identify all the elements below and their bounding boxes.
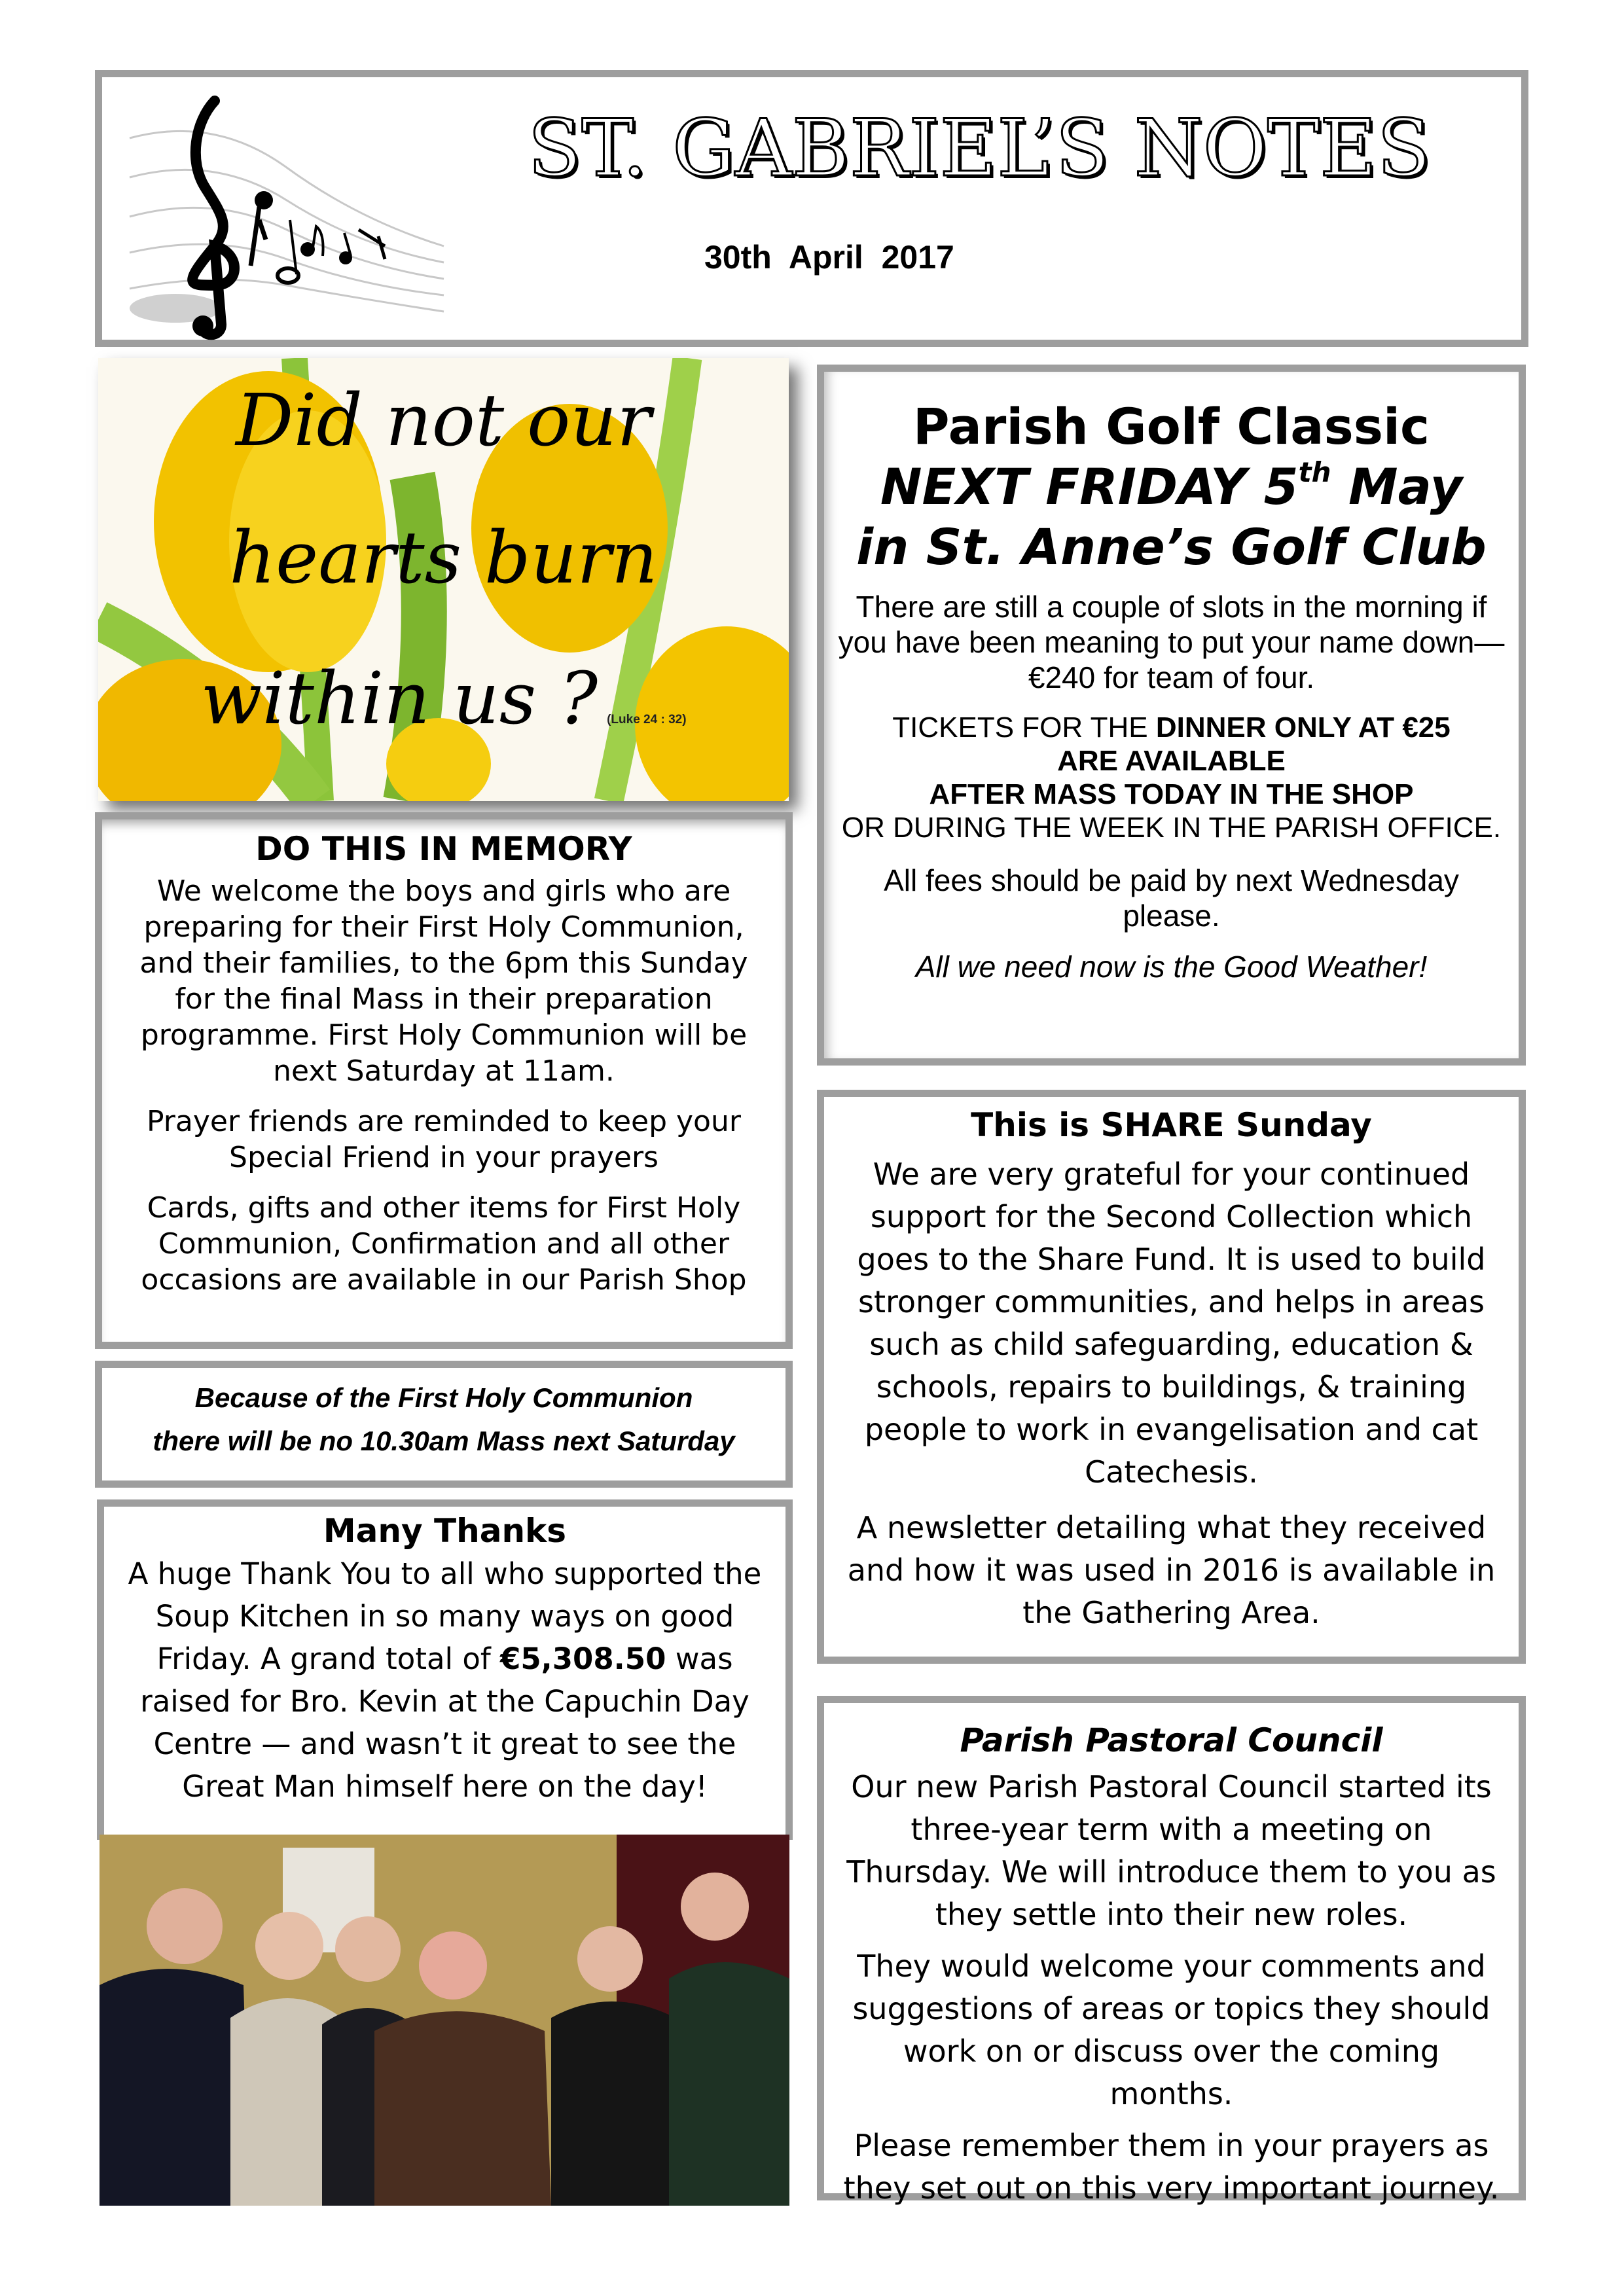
tickets-line-4: OR DURING THE WEEK IN THE PARISH OFFICE.	[841, 812, 1502, 844]
golf-slots-text: There are still a couple of slots in the morning if you have been meaning to put your name down—€240 for team of four.	[838, 590, 1505, 694]
treble-clef-icon	[117, 89, 457, 344]
group-photo	[99, 1835, 789, 2206]
tickets-price: DINNER ONLY AT €25	[1155, 711, 1451, 744]
scripture-reference: (Luke 24 : 32)	[607, 713, 687, 726]
many-thanks-section	[97, 1499, 793, 1840]
ordinal-suffix: th	[1298, 456, 1331, 488]
masthead	[95, 70, 1528, 347]
golf-fees-text: All fees should be paid by next Wednesday please.	[884, 863, 1459, 933]
pastoral-council-section	[817, 1696, 1526, 2206]
newsletter-title: ST. GABRIEL’S NOTES	[528, 103, 1431, 194]
golf-date-text: NEXT FRIDAY 5	[880, 457, 1299, 516]
golf-venue: in St. Anne’s Golf Club	[856, 518, 1487, 576]
share-sunday-section	[817, 1090, 1526, 1664]
tickets-text: TICKETS FOR THE	[892, 711, 1156, 744]
thanks-text: A huge Thank You to all who supported the Soup Kitchen in so many ways on good Friday. A grand total of	[128, 1556, 762, 1676]
notice-line-1: Because of the First Holy Communion	[194, 1382, 693, 1413]
first-communion-section	[95, 812, 793, 1349]
thanks-text: was raised for Bro. Kevin at the Capuchin Day Centre — and wasn’t it great to see the Great Man himself here on the day!	[140, 1641, 749, 1804]
section-heading: Many Thanks	[323, 1512, 567, 1550]
tickets-line-3: AFTER MASS TODAY IN THE SHOP	[929, 778, 1414, 810]
paragraph: Prayer friends are reminded to keep your Special Friend in your prayers	[147, 1105, 741, 1174]
tulip-scripture-image	[98, 358, 789, 801]
amount-raised: €5,308.50	[500, 1641, 666, 1676]
section-heading: This is SHARE Sunday	[971, 1106, 1372, 1144]
golf-date	[837, 457, 1506, 517]
golf-date-month: May	[1331, 457, 1463, 516]
section-heading: Parish Pastoral Council	[960, 1721, 1383, 1759]
paragraph: Cards, gifts and other items for First Holy Communion, Confirmation and all other occasions are available in our Parish Shop	[141, 1191, 747, 1297]
paragraph: We welcome the boys and girls who are preparing for their First Holy Communion, and their families, to the 6pm this Sunday for the final Mass in their preparation programme. First Holy Communion will be next Saturday at 11am.	[139, 874, 748, 1088]
quote-line-3-row	[98, 656, 789, 741]
golf-heading: Parish Golf Classic	[912, 397, 1430, 456]
paragraph: They would welcome your comments and suggestions of areas or topics they should work on or discuss over the coming months.	[852, 1948, 1490, 2111]
paragraph: Please remember them in your prayers as they set out on this very important journey.	[843, 2128, 1500, 2206]
quote-line-1: Did not our	[236, 378, 651, 462]
paragraph: We are very grateful for your continued support for the Second Collection which goes to the Share Fund. It is used to build stronger communities, and helps in areas such as child safeguarding, education & schools, repairs to buildings, & training people to work in evangelisation and cat Catechesis.	[857, 1157, 1486, 1490]
golf-weather-text: All we need now is the Good Weather!	[915, 950, 1428, 984]
tickets-line-1	[837, 711, 1506, 744]
issue-date: 30th April 2017	[704, 239, 954, 276]
notice-line-2: there will be no 10.30am Mass next Saturday	[153, 1426, 735, 1456]
quote-line-2: hearts burn	[229, 516, 658, 600]
paragraph: A newsletter detailing what they received and how it was used in 2016 is available in the Gathering Area.	[847, 1510, 1496, 1630]
golf-classic-section	[817, 365, 1526, 1066]
paragraph: Our new Parish Pastoral Council started its three-year term with a meeting on Thursday. We will introduce them to you as they settle into their new roles.	[846, 1769, 1496, 1932]
quote-line-3: within us ?	[200, 656, 598, 740]
paragraph	[116, 1552, 774, 1808]
mass-cancellation-notice	[95, 1361, 793, 1488]
tickets-line-2: ARE AVAILABLE	[1057, 745, 1286, 777]
section-heading: DO THIS IN MEMORY	[255, 830, 632, 868]
